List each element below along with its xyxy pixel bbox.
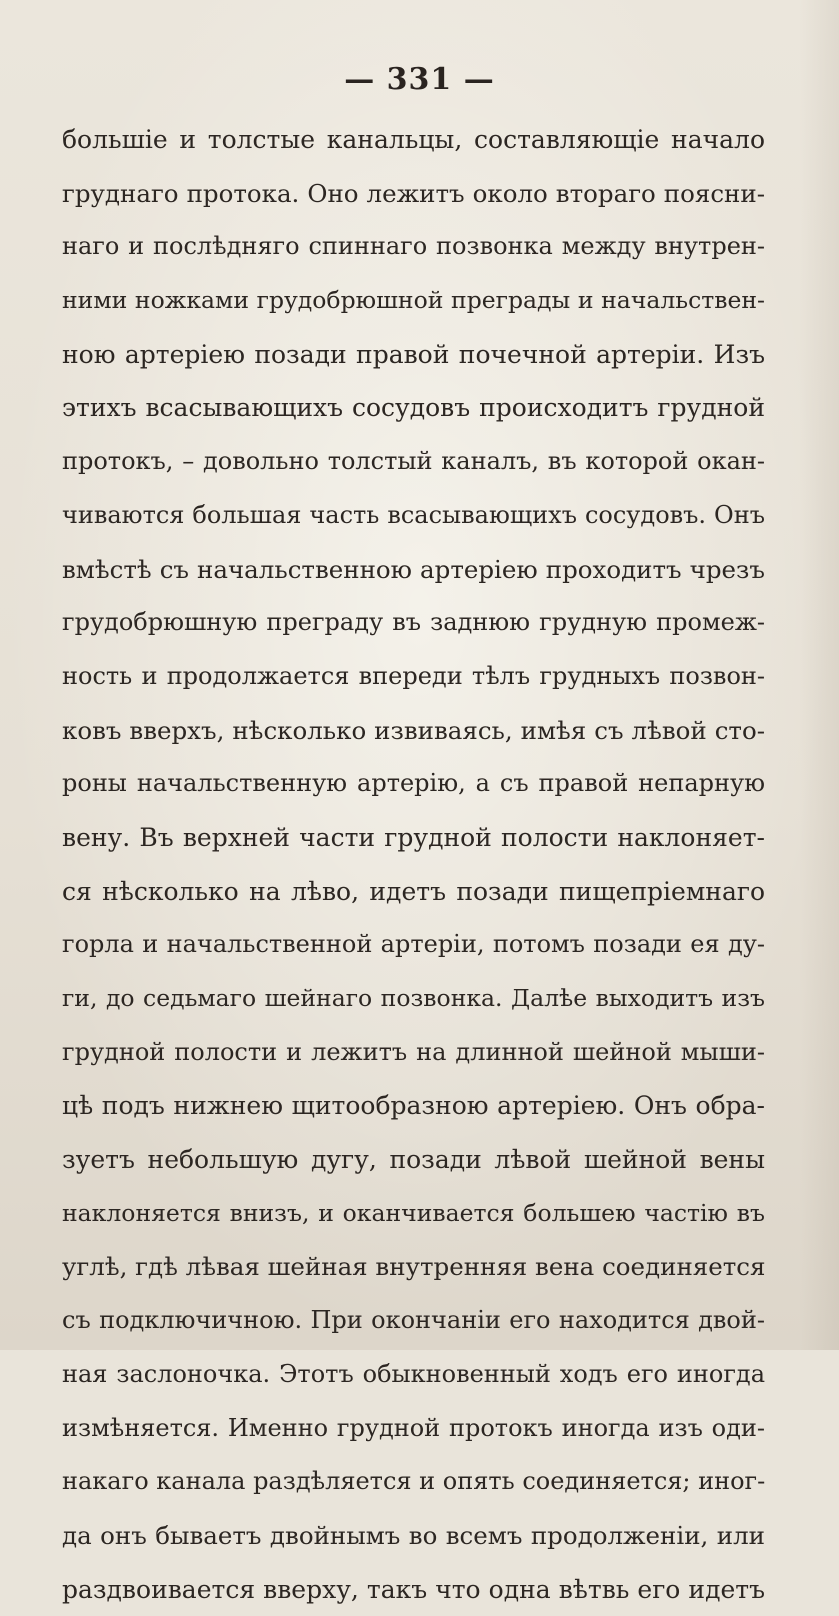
- page-number: — 331 —: [344, 62, 495, 97]
- text-line: большіе и толстые канальцы, составляющіе начало: [62, 125, 765, 154]
- text-line: грудной полости и лежитъ на длинной шейной мыши-: [62, 1037, 765, 1066]
- text-line: наклоняется внизъ, и оканчивается большею частію въ: [62, 1198, 765, 1227]
- text-line: ними ножками грудобрюшной преграды и начальствен-: [62, 286, 765, 315]
- text-line: углѣ, гдѣ лѣвая шейная внутренняя вена соединяется: [62, 1252, 766, 1282]
- text-line: протокъ, – довольно толстый каналъ, въ которой окан-: [62, 447, 765, 476]
- text-line: накаго канала раздѣляется и опять соединяется; иног-: [62, 1467, 766, 1496]
- text-line: груднаго протока. Оно лежитъ около втораго поясни-: [62, 178, 765, 208]
- body-text: [62, 113, 765, 1616]
- text-line: вену. Въ верхней части грудной полости наклоняет-: [62, 822, 765, 852]
- text-line: этихъ всасывающихъ сосудовъ происходитъ грудной: [62, 393, 765, 423]
- text-line: роны начальственную артерію, а съ правой непарную: [62, 769, 765, 798]
- text-line: ною артеріею позади правой почечной артеріи. Изъ: [62, 339, 765, 369]
- text-line: зуетъ небольшую дугу, позади лѣвой шейной вены: [62, 1145, 765, 1175]
- text-line: ся нѣсколько на лѣво, идетъ позади пищепріемнаго: [62, 876, 765, 906]
- text-line: цѣ подъ нижнею щитообразною артеріею. Онъ обра-: [62, 1091, 765, 1121]
- text-line: ги, до седьмаго шейнаго позвонка. Далѣе выходитъ изъ: [62, 984, 765, 1012]
- text-line: наго и послѣдняго спиннаго позвонка между внутрен-: [62, 232, 765, 261]
- text-line: съ подключичною. При окончаніи его находится двой-: [62, 1306, 765, 1335]
- text-line: грудобрюшную преграду въ заднюю грудную промеж-: [62, 608, 765, 637]
- text-line: горла и начальственной артеріи, потомъ позади ея ду-: [62, 930, 765, 959]
- text-line: вмѣстѣ съ начальственною артеріею проходитъ чрезъ: [62, 554, 765, 584]
- text-line: ность и продолжается впереди тѣлъ грудныхъ позвон-: [62, 661, 765, 690]
- text-line: чиваются большая часть всасывающихъ сосудовъ. Онъ: [62, 500, 765, 529]
- text-line: ная заслоночка. Этотъ обыкновенный ходъ его иногда: [62, 1359, 765, 1388]
- text-line: измѣняется. Именно грудной протокъ иногда изъ оди-: [62, 1413, 765, 1442]
- text-line: раздвоивается вверху, такъ что одна вѣтвь его идетъ: [62, 1574, 765, 1604]
- text-line: ковъ вверхъ, нѣсколько извиваясь, имѣя съ лѣвой сто-: [62, 715, 765, 745]
- text-line: да онъ бываетъ двойнымъ во всемъ продолженіи, или: [62, 1520, 765, 1550]
